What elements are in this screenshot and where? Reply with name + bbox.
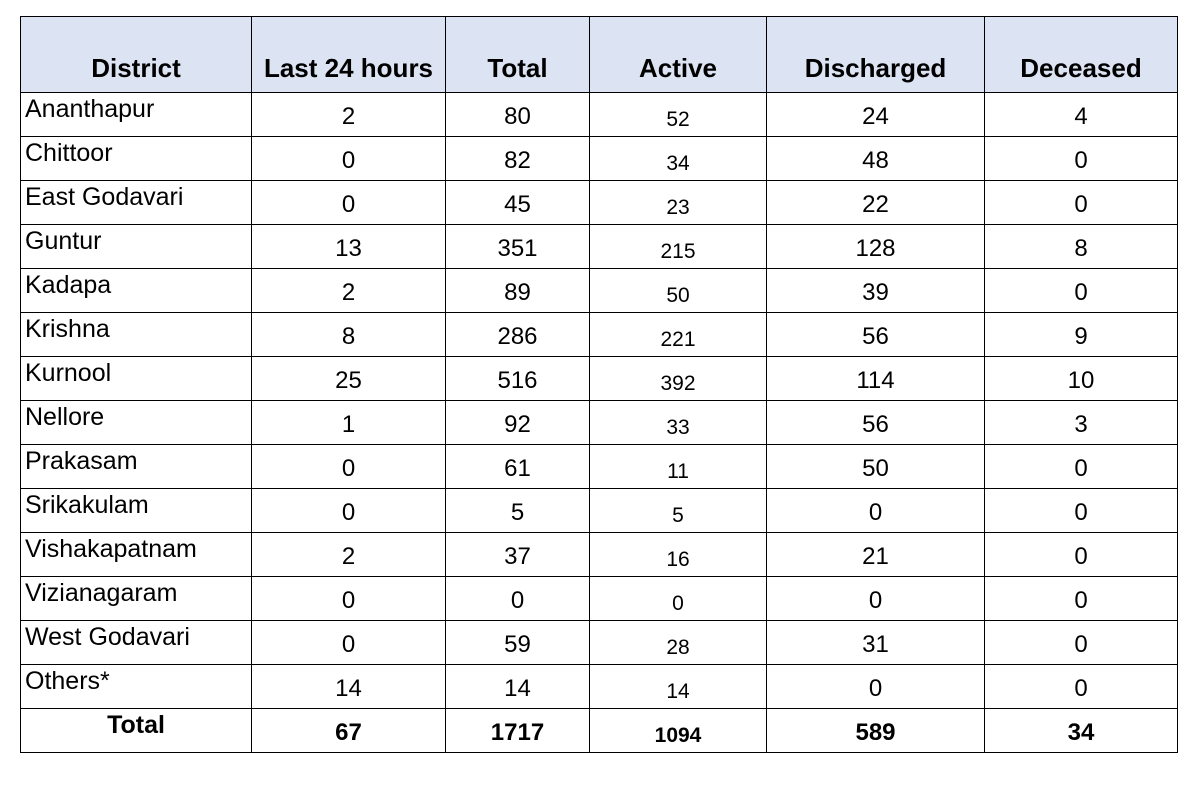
cell-last-24-hours: 1 [252,401,446,445]
table-row [21,313,1178,357]
cell-last-24-hours: 2 [252,93,446,137]
cell-district: Kurnool [21,357,252,401]
cell-discharged: 31 [767,621,985,665]
cell-discharged: 56 [767,313,985,357]
cell-discharged: 128 [767,225,985,269]
district-stats-table [20,16,1178,753]
column-header-discharged: Discharged [767,17,985,93]
column-header-deceased: Deceased [985,17,1178,93]
cell-deceased: 4 [985,93,1178,137]
cell-discharged: 48 [767,137,985,181]
cell-active: 215 [590,225,767,269]
cell-discharged: 22 [767,181,985,225]
table-row [21,181,1178,225]
cell-discharged: 114 [767,357,985,401]
cell-total: 37 [446,533,590,577]
table-body [21,93,1178,709]
cell-last-24-hours: 13 [252,225,446,269]
column-header-last-24-hours: Last 24 hours [252,17,446,93]
cell-last-24-hours: 0 [252,621,446,665]
cell-total: 351 [446,225,590,269]
table-row [21,489,1178,533]
cell-district: Ananthapur [21,93,252,137]
cell-active: 5 [590,489,767,533]
cell-active: 52 [590,93,767,137]
cell-discharged: 0 [767,665,985,709]
totals-row [21,709,1178,753]
cell-deceased: 0 [985,577,1178,621]
cell-deceased: 0 [985,269,1178,313]
cell-deceased: 0 [985,489,1178,533]
cell-total: 5 [446,489,590,533]
table-row [21,533,1178,577]
cell-district: Kadapa [21,269,252,313]
table-row [21,269,1178,313]
header-row [21,17,1178,93]
cell-discharged: 0 [767,577,985,621]
totals-deceased: 34 [985,709,1178,753]
cell-total: 0 [446,577,590,621]
cell-district: East Godavari [21,181,252,225]
cell-total: 45 [446,181,590,225]
cell-district: Guntur [21,225,252,269]
cell-discharged: 21 [767,533,985,577]
cell-district: West Godavari [21,621,252,665]
table-row [21,577,1178,621]
cell-total: 59 [446,621,590,665]
table-row [21,137,1178,181]
column-header-total: Total [446,17,590,93]
cell-total: 61 [446,445,590,489]
cell-active: 11 [590,445,767,489]
cell-active: 0 [590,577,767,621]
cell-last-24-hours: 0 [252,137,446,181]
cell-deceased: 0 [985,533,1178,577]
cell-active: 23 [590,181,767,225]
cell-total: 82 [446,137,590,181]
table-row [21,621,1178,665]
column-header-district: District [21,17,252,93]
cell-total: 14 [446,665,590,709]
cell-active: 392 [590,357,767,401]
cell-deceased: 8 [985,225,1178,269]
cell-last-24-hours: 14 [252,665,446,709]
cell-total: 286 [446,313,590,357]
cell-district: Vishakapatnam [21,533,252,577]
cell-active: 33 [590,401,767,445]
cell-active: 34 [590,137,767,181]
cell-deceased: 10 [985,357,1178,401]
cell-active: 14 [590,665,767,709]
cell-district: Nellore [21,401,252,445]
table-row [21,445,1178,489]
cell-active: 16 [590,533,767,577]
totals-discharged: 589 [767,709,985,753]
table-row [21,357,1178,401]
cell-last-24-hours: 2 [252,269,446,313]
cell-deceased: 3 [985,401,1178,445]
cell-district: Prakasam [21,445,252,489]
cell-last-24-hours: 0 [252,181,446,225]
cell-deceased: 0 [985,445,1178,489]
table-footer [21,709,1178,753]
cell-district: Chittoor [21,137,252,181]
table-header [21,17,1178,93]
table-row [21,401,1178,445]
table-row [21,225,1178,269]
cell-district: Srikakulam [21,489,252,533]
cell-district: Others* [21,665,252,709]
cell-last-24-hours: 2 [252,533,446,577]
cell-active: 50 [590,269,767,313]
cell-last-24-hours: 0 [252,445,446,489]
totals-last-24-hours: 67 [252,709,446,753]
cell-total: 89 [446,269,590,313]
cell-discharged: 24 [767,93,985,137]
totals-total: 1717 [446,709,590,753]
cell-deceased: 0 [985,621,1178,665]
cell-last-24-hours: 0 [252,489,446,533]
cell-discharged: 39 [767,269,985,313]
cell-deceased: 0 [985,181,1178,225]
cell-active: 221 [590,313,767,357]
cell-discharged: 50 [767,445,985,489]
cell-last-24-hours: 8 [252,313,446,357]
cell-total: 80 [446,93,590,137]
cell-deceased: 0 [985,137,1178,181]
cell-district: Krishna [21,313,252,357]
totals-label: Total [21,709,252,753]
cell-discharged: 56 [767,401,985,445]
cell-last-24-hours: 0 [252,577,446,621]
cell-last-24-hours: 25 [252,357,446,401]
cell-discharged: 0 [767,489,985,533]
column-header-active: Active [590,17,767,93]
cell-deceased: 0 [985,665,1178,709]
cell-total: 516 [446,357,590,401]
cell-total: 92 [446,401,590,445]
cell-deceased: 9 [985,313,1178,357]
totals-active: 1094 [590,709,767,753]
cell-active: 28 [590,621,767,665]
table-row [21,665,1178,709]
table-row [21,93,1178,137]
cell-district: Vizianagaram [21,577,252,621]
